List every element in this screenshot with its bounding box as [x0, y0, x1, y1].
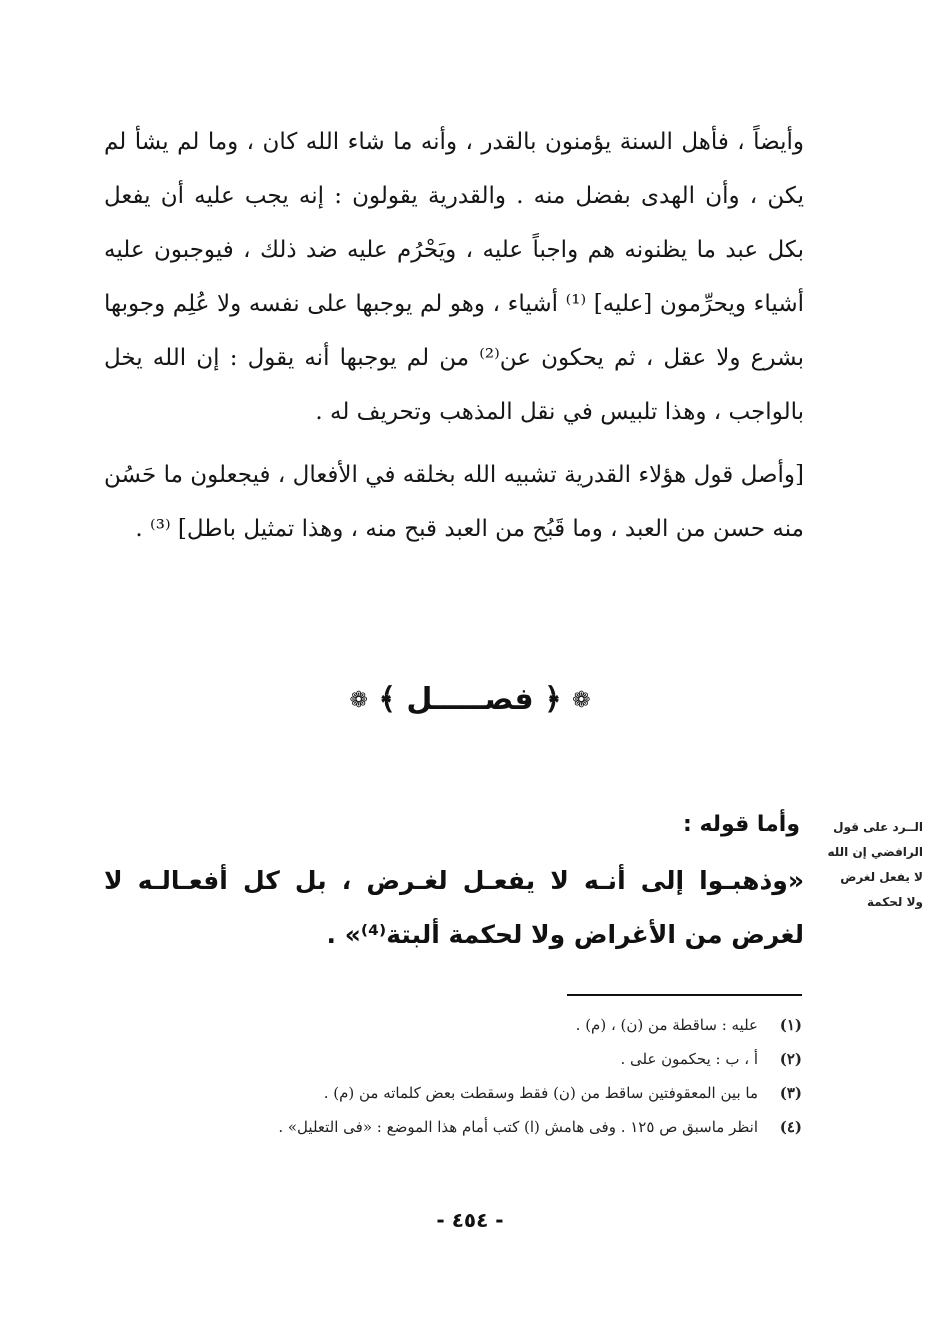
- section-close-bracket: ﴾: [378, 682, 396, 717]
- footnote-separator: [567, 994, 802, 996]
- margin-note-line: ولا لحكمة: [866, 895, 923, 909]
- margin-note-line: الرافضي إن الله: [827, 845, 923, 859]
- quoted-statement: «وذهبـوا إلى أنـه لا يفعـل لغـرض ، بل كل أفعـالـه لا لغرض من الأغراض ولا لحكمة ألبتة⁽⁴⁾» .: [104, 866, 804, 949]
- section-open-bracket: ﴿: [544, 682, 562, 717]
- footnotes: [160, 1008, 802, 1144]
- body-paragraph-2: [وأصل قول هؤلاء القدرية تشبيه الله بخلقه في الأفعال ، فيجعلون ما حَسُن منه حسن من العبد ، وما قَبُح من العبد قبح منه ، وهذا تمثيل باطل] ⁽³⁾ .: [104, 462, 804, 542]
- ornament-right-icon: ❁: [349, 688, 368, 713]
- footnote-item: [160, 1076, 802, 1110]
- quote-intro: وأما قوله :: [682, 812, 800, 837]
- margin-note-line: لا يفعل لغرض: [840, 870, 923, 884]
- body-paragraph-1: وأيضاً ، فأهل السنة يؤمنون بالقدر ، وأنه ما شاء الله كان ، وما لم يشأ لم يكن ، وأن الهدى بفضل منه . والقدرية يقولون : إنه يجب عليه أن يفعل بكل عبد ما يظنونه هم واجباً عليه ، ويَحْرُم عليه ضد ذلك ، فيوجبون عليه أشياء ويحرِّمون [عليه] ⁽¹⁾ أشياء ، وهو لم يوجبها على نفسه ولا عُلِم وجوبها بشرع ولا عقل ، ثم يحكون عن⁽²⁾ من لم يوجبها أنه يقول : إن الله يخل بالواجب ، وهذا تلبيس في نقل المذهب وتحريف له .: [104, 129, 805, 425]
- footnote-number: (٤): [779, 1118, 802, 1136]
- ornament-left-icon: ❁: [572, 688, 591, 713]
- footnote-number: (١): [779, 1016, 802, 1034]
- section-heading: [270, 682, 670, 717]
- margin-note-line: الــرد على قول: [833, 820, 923, 834]
- footnote-item: [160, 1042, 802, 1076]
- footnote-number: (٢): [779, 1050, 802, 1068]
- margin-note: [815, 815, 923, 915]
- section-title: فصـــــل: [406, 682, 534, 717]
- footnote-text: ما بين المعقوفتين ساقط من (ن) فقط وسقطت بعض كلماته من (م) .: [323, 1084, 758, 1102]
- footnote-item: [160, 1110, 802, 1144]
- footnote-text: انظر ماسبق ص ١٢٥ . وفى هامش (ا) كتب أمام هذا الموضع : «فى التعليل» .: [278, 1118, 758, 1136]
- footnote-text: أ ، ب : يحكمون على .: [620, 1050, 758, 1068]
- footnote-text: عليه : ساقطة من (ن) ، (م) .: [575, 1016, 758, 1034]
- footnote-number: (٣): [779, 1084, 802, 1102]
- footnote-item: [160, 1008, 802, 1042]
- page-number: - ٤٥٤ -: [436, 1208, 504, 1232]
